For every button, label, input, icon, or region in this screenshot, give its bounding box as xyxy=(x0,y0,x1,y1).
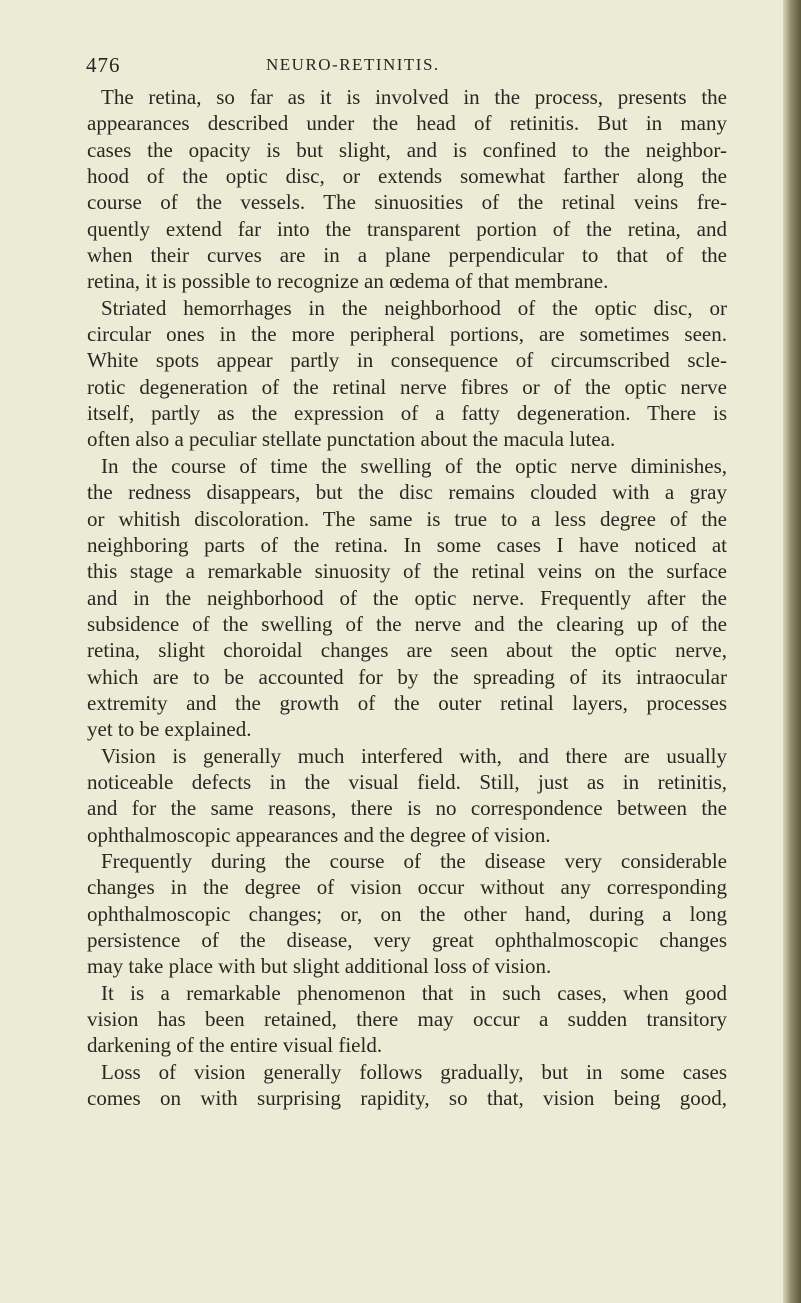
text-line: The retina, so far as it is involved in the process, presents the xyxy=(101,85,727,109)
text-line: In the course of time the swelling of the optic nerve diminishes, xyxy=(101,453,727,478)
text-line: vision has been retained, there may occur a sudden transitory xyxy=(87,1007,727,1032)
page-header xyxy=(86,53,726,83)
text-line: persistence of the disease, very great ophthalmoscopic changes xyxy=(87,928,727,952)
page-edge xyxy=(783,0,801,1303)
text-line: itself, partly as the expression of a fatty degeneration. There is xyxy=(87,401,727,426)
text-line: ophthalmoscopic appearances and the degree of vision. xyxy=(87,822,551,847)
text-line: Frequently during the course of the disease very considerable xyxy=(101,848,727,873)
text-line: appearances described under the head of retinitis. But in many xyxy=(87,111,727,136)
text-line: changes in the degree of vision occur without any corresponding xyxy=(87,875,727,900)
text-line: course of the vessels. The sinuosities of the retinal veins fre- xyxy=(87,190,727,215)
text-line: or whitish discoloration. The same is true to a less degree of the xyxy=(87,506,727,531)
text-line: retina, it is possible to recognize an œdema of that membrane. xyxy=(87,269,609,294)
text-line: comes on with surprising rapidity, so that, vision being good, xyxy=(87,1086,727,1111)
text-line: cases the opacity is but slight, and is confined to the neighbor- xyxy=(87,137,727,162)
text-line: Vision is generally much interfered with, and there are usually xyxy=(101,743,727,768)
text-line: circular ones in the more peripheral portions, are sometimes seen. xyxy=(87,322,727,347)
text-line: this stage a remarkable sinuosity of the retinal veins on the surface xyxy=(87,559,727,584)
text-line: ophthalmoscopic changes; or, on the other hand, during a long xyxy=(87,901,727,926)
text-line: Striated hemorrhages in the neighborhood of the optic disc, or xyxy=(101,295,727,320)
running-head: NEURO-RETINITIS. xyxy=(266,55,440,74)
page-number: 476 xyxy=(86,53,121,77)
text-line: often also a peculiar stellate punctation about the macula lutea. xyxy=(87,427,616,452)
text-line: noticeable defects in the visual field. Still, just as in retinitis, xyxy=(87,769,727,794)
text-line: hood of the optic disc, or extends somewhat farther along the xyxy=(87,164,727,189)
text-line: and for the same reasons, there is no correspondence between the xyxy=(87,796,727,821)
body-text xyxy=(87,84,727,1111)
text-line: which are to be accounted for by the spreading of its intraocular xyxy=(87,664,727,689)
text-line: darkening of the entire visual field. xyxy=(87,1033,383,1058)
text-line: yet to be explained. xyxy=(87,717,252,742)
text-line: quently extend far into the transparent portion of the retina, and xyxy=(87,216,727,241)
text-line: rotic degeneration of the retinal nerve fibres or of the optic nerve xyxy=(87,374,727,399)
text-line: and in the neighborhood of the optic nerve. Frequently after the xyxy=(87,585,727,610)
text-line: subsidence of the swelling of the nerve and the clearing up of the xyxy=(87,611,727,636)
text-line: retina, slight choroidal changes are seen about the optic nerve, xyxy=(87,638,727,663)
text-line: It is a remarkable phenomenon that in such cases, when good xyxy=(101,980,727,1005)
text-line: may take place with but slight additional loss of vision. xyxy=(87,954,552,979)
text-line: the redness disappears, but the disc remains clouded with a gray xyxy=(87,480,727,505)
text-line: Loss of vision generally follows gradually, but in some cases xyxy=(101,1059,727,1084)
text-line: extremity and the growth of the outer retinal layers, processes xyxy=(87,690,727,715)
text-line: White spots appear partly in consequence of circumscribed scle- xyxy=(87,348,727,373)
text-line: when their curves are in a plane perpendicular to that of the xyxy=(87,243,727,268)
text-line: neighboring parts of the retina. In some cases I have noticed at xyxy=(87,532,727,557)
